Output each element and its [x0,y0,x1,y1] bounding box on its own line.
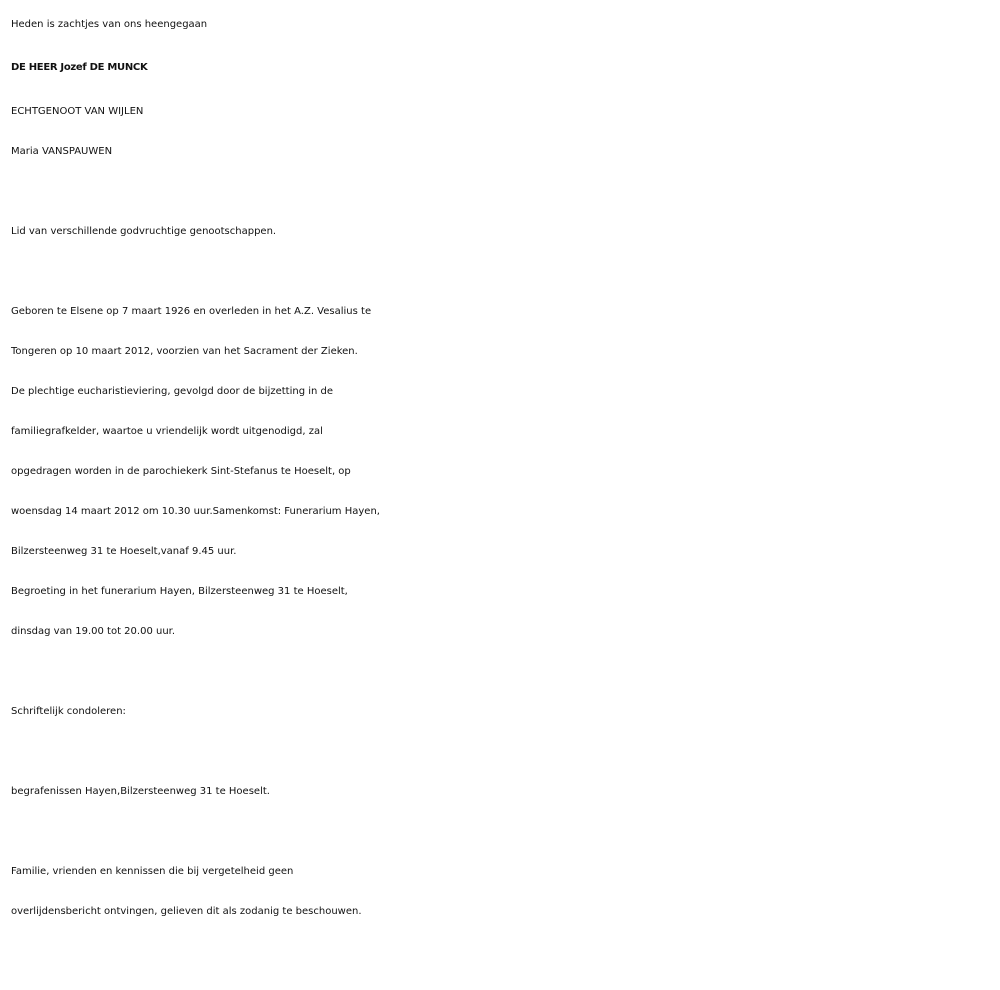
membership-text: Lid van verschillende godvruchtige genootschappen. [11,226,277,237]
spouse-label: ECHTGENOOT VAN WIJLEN [11,106,144,117]
spacer [11,172,993,212]
details-line: woensdag 14 maart 2012 om 10.30 uur.Samenkomst: Funerarium Hayen, [11,506,380,517]
details-line: opgedragen worden in de parochiekerk Sint-Stefanus te Hoeselt, op [11,466,351,477]
spacer [11,652,993,692]
details-line: Tongeren op 10 maart 2012, voorzien van het Sacrament der Zieken. [11,346,358,357]
spouse-name: Maria VANSPAUWEN [11,146,113,157]
details-line: De plechtige eucharistieviering, gevolgd door de bijzetting in de [11,386,334,397]
intro-text: Heden is zachtjes van ons heengegaan [11,19,208,30]
spacer [11,812,993,852]
deceased-name: DE HEER Jozef DE MUNCK [11,62,148,73]
details-line: familiegrafkelder, waartoe u vriendelijk wordt uitgenodigd, zal [11,426,323,437]
spacer [11,732,993,772]
details-line: Bilzersteenweg 31 te Hoeselt,vanaf 9.45 uur. [11,546,237,557]
condolence-label: Schriftelijk condoleren: [11,706,126,717]
details-line: Begroeting in het funerarium Hayen, Bilzersteenweg 31 te Hoeselt, [11,586,348,597]
details-line: dinsdag van 19.00 tot 20.00 uur. [11,626,176,637]
obituary-notice [11,0,993,932]
spacer [11,252,993,292]
details-line: Geboren te Elsene op 7 maart 1926 en overleden in het A.Z. Vesalius te [11,306,372,317]
condolence-address: begrafenissen Hayen,Bilzersteenweg 31 te Hoeselt. [11,786,270,797]
closing-line: Familie, vrienden en kennissen die bij vergetelheid geen [11,866,294,877]
closing-line: overlijdensbericht ontvingen, gelieven dit als zodanig te beschouwen. [11,906,362,917]
